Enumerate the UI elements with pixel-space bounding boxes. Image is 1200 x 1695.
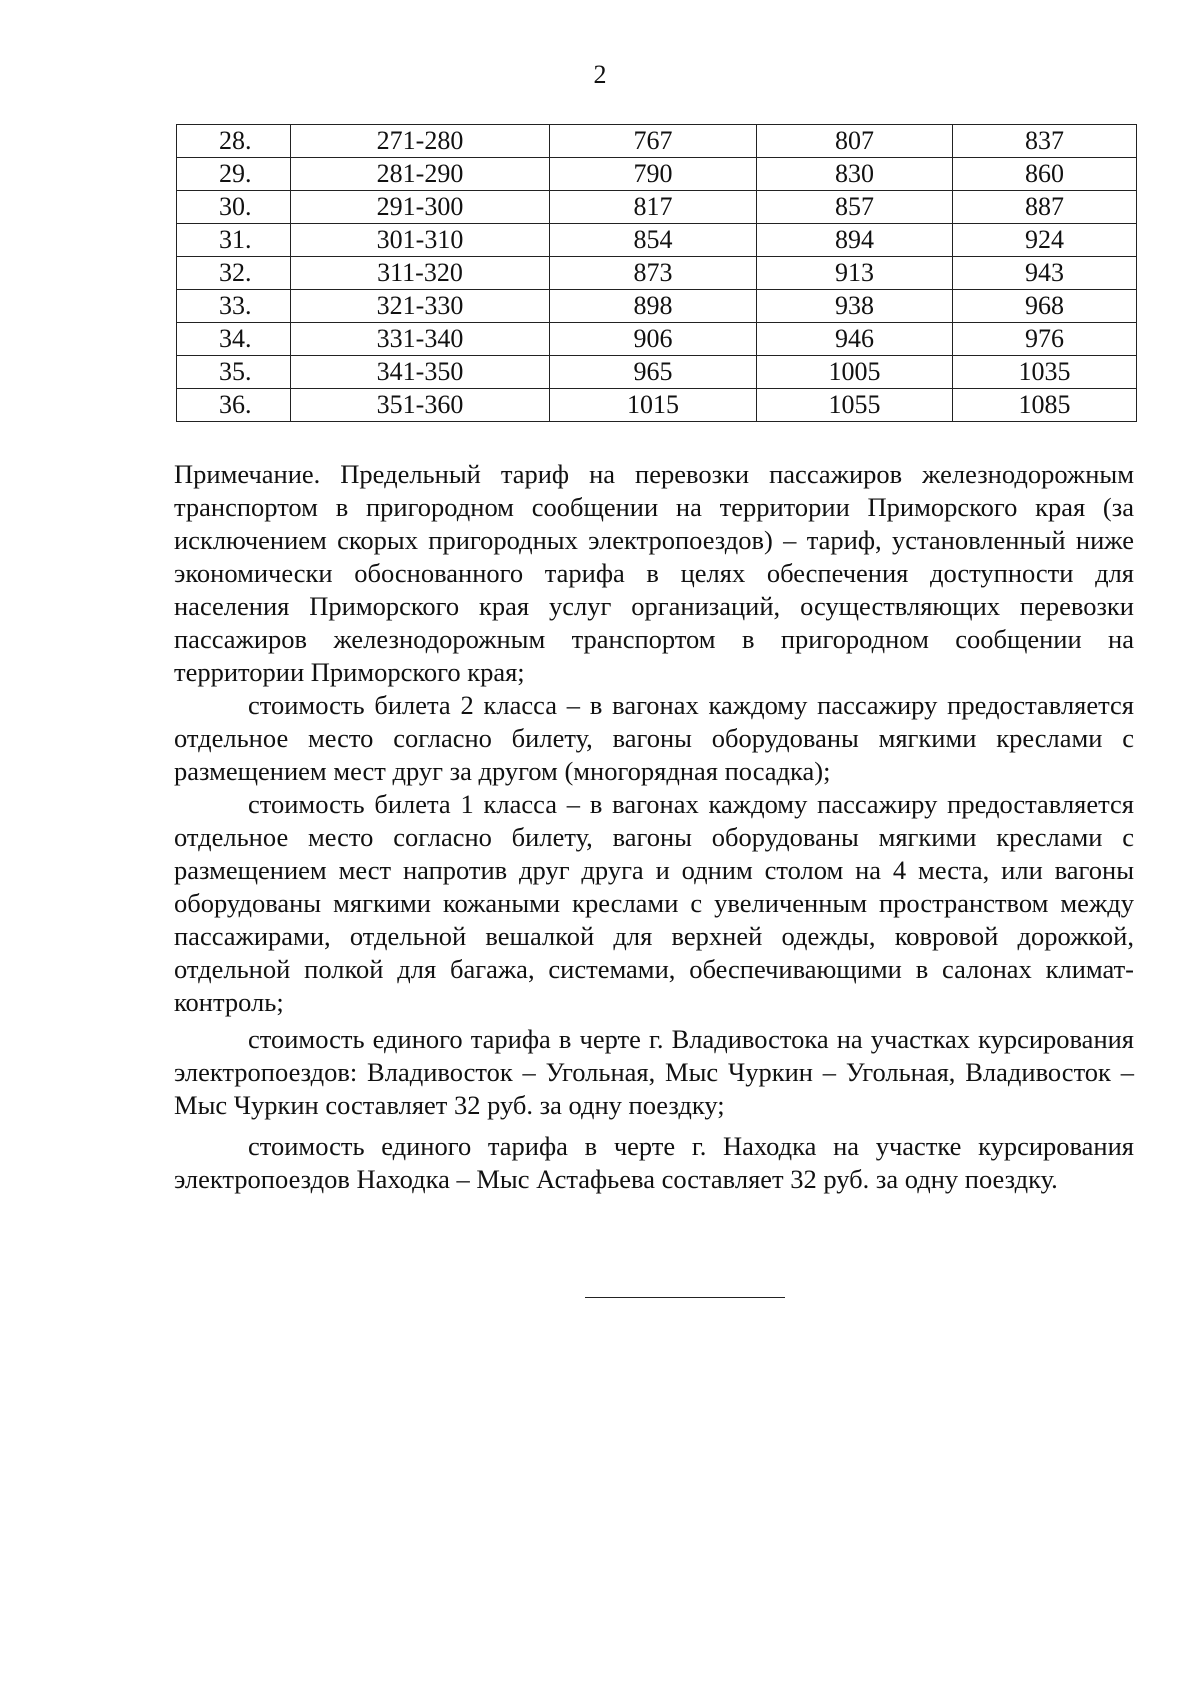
table-row bbox=[177, 191, 1137, 224]
tariff-cell: 898 bbox=[550, 290, 757, 323]
table-row bbox=[177, 323, 1137, 356]
row-number-cell: 32. bbox=[177, 257, 291, 290]
tariff-cell: 887 bbox=[953, 191, 1137, 224]
distance-range-cell: 351-360 bbox=[291, 389, 550, 422]
note-intro-paragraph: Примечание. Предельный тариф на перевозки пассажиров железнодорожным транспортом в пригородном сообщении на территории Приморского края (за исключением скорых пригородных электропоездов) – тариф, установленный ниже экономически обоснованного тарифа в целях обеспечения доступности для населения Приморского края услуг организаций, осуществляющих перевозки пассажиров железнодорожным транспортом в пригородном сообщении на территории Приморского края; bbox=[174, 459, 1134, 687]
tariff-cell: 906 bbox=[550, 323, 757, 356]
row-number-cell: 35. bbox=[177, 356, 291, 389]
tariff-cell: 807 bbox=[757, 125, 953, 158]
row-number-cell: 28. bbox=[177, 125, 291, 158]
tariff-cell: 854 bbox=[550, 224, 757, 257]
tariff-cell: 894 bbox=[757, 224, 953, 257]
distance-range-cell: 301-310 bbox=[291, 224, 550, 257]
table-row bbox=[177, 125, 1137, 158]
distance-range-cell: 311-320 bbox=[291, 257, 550, 290]
tariff-cell: 1055 bbox=[757, 389, 953, 422]
tariff-cell: 767 bbox=[550, 125, 757, 158]
nakhodka-tariff-paragraph: стоимость единого тарифа в черте г. Находка на участке курсирования электропоездов Находка – Мыс Астафьева составляет 32 руб. за одну поездку. bbox=[174, 1131, 1134, 1194]
table-row bbox=[177, 389, 1137, 422]
page-number: 2 bbox=[593, 60, 607, 89]
tariff-table bbox=[176, 124, 1137, 422]
class-2-paragraph: стоимость билета 2 класса – в вагонах каждому пассажиру предоставляется отдельное место согласно билету, вагоны оборудованы мягкими креслами с размещением мест друг за другом (многорядная посадка); bbox=[174, 690, 1134, 786]
distance-range-cell: 341-350 bbox=[291, 356, 550, 389]
tariff-cell: 790 bbox=[550, 158, 757, 191]
tariff-cell: 968 bbox=[953, 290, 1137, 323]
tariff-cell: 913 bbox=[757, 257, 953, 290]
tariff-cell: 1035 bbox=[953, 356, 1137, 389]
row-number-cell: 30. bbox=[177, 191, 291, 224]
distance-range-cell: 331-340 bbox=[291, 323, 550, 356]
tariff-cell: 830 bbox=[757, 158, 953, 191]
table-row bbox=[177, 158, 1137, 191]
row-number-cell: 36. bbox=[177, 389, 291, 422]
tariff-cell: 976 bbox=[953, 323, 1137, 356]
table-row bbox=[177, 290, 1137, 323]
note-section bbox=[174, 458, 1134, 1196]
tariff-cell: 873 bbox=[550, 257, 757, 290]
end-divider bbox=[585, 1297, 785, 1298]
table-row bbox=[177, 224, 1137, 257]
class-1-paragraph: стоимость билета 1 класса – в вагонах каждому пассажиру предоставляется отдельное место согласно билету, вагоны оборудованы мягкими креслами с размещением мест напротив друг друга и одним столом на 4 места, или вагоны оборудованы мягкими кожаными креслами с увеличенным пространством между пассажирами, отдельной вешалкой для верхней одежды, ковровой дорожкой, отдельной полкой для багажа, системами, обеспечивающими в салонах климат-контроль; bbox=[174, 789, 1134, 1017]
tariff-cell: 938 bbox=[757, 290, 953, 323]
tariff-cell: 1015 bbox=[550, 389, 757, 422]
distance-range-cell: 321-330 bbox=[291, 290, 550, 323]
distance-range-cell: 291-300 bbox=[291, 191, 550, 224]
row-number-cell: 31. bbox=[177, 224, 291, 257]
table-row bbox=[177, 257, 1137, 290]
row-number-cell: 33. bbox=[177, 290, 291, 323]
tariff-cell: 965 bbox=[550, 356, 757, 389]
tariff-cell: 946 bbox=[757, 323, 953, 356]
table-row bbox=[177, 356, 1137, 389]
tariff-cell: 1005 bbox=[757, 356, 953, 389]
row-number-cell: 29. bbox=[177, 158, 291, 191]
tariff-cell: 857 bbox=[757, 191, 953, 224]
tariff-cell: 1085 bbox=[953, 389, 1137, 422]
vladivostok-tariff-paragraph: стоимость единого тарифа в черте г. Владивостока на участках курсирования электропоездов: Владивосток – Угольная, Мыс Чуркин – Угольная, Владивосток – Мыс Чуркин составляет 32 руб. за одну поездку; bbox=[174, 1024, 1134, 1120]
tariff-cell: 924 bbox=[953, 224, 1137, 257]
tariff-cell: 860 bbox=[953, 158, 1137, 191]
tariff-cell: 837 bbox=[953, 125, 1137, 158]
tariff-cell: 943 bbox=[953, 257, 1137, 290]
tariff-cell: 817 bbox=[550, 191, 757, 224]
distance-range-cell: 271-280 bbox=[291, 125, 550, 158]
distance-range-cell: 281-290 bbox=[291, 158, 550, 191]
row-number-cell: 34. bbox=[177, 323, 291, 356]
